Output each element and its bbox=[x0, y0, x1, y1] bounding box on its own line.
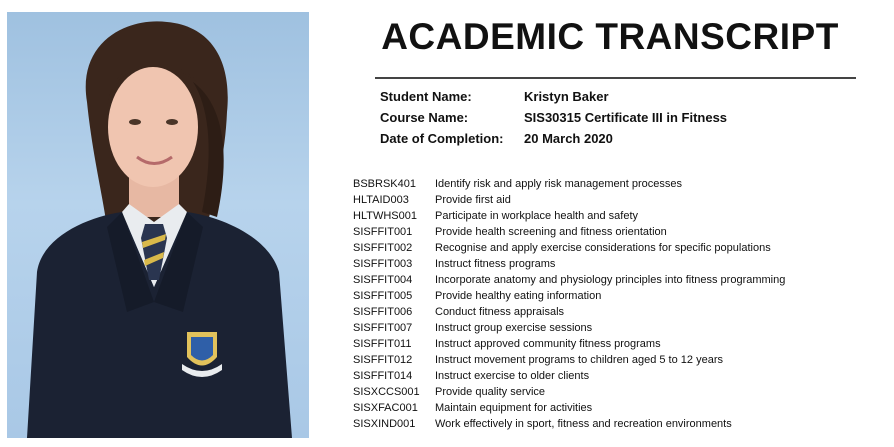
unit-code: SISXCCS001 bbox=[353, 386, 420, 398]
completion-date-value: 20 March 2020 bbox=[524, 131, 613, 146]
student-name-row bbox=[380, 86, 727, 107]
unit-code: SISFFIT011 bbox=[353, 338, 412, 350]
list-item bbox=[353, 320, 785, 336]
student-info bbox=[380, 86, 727, 149]
list-item bbox=[353, 368, 785, 384]
list-item bbox=[353, 304, 785, 320]
unit-title: Instruct fitness programs bbox=[435, 258, 556, 270]
unit-code: SISFFIT012 bbox=[353, 354, 413, 366]
unit-code: BSBRSK401 bbox=[353, 178, 416, 190]
list-item bbox=[353, 352, 785, 368]
unit-code: SISFFIT002 bbox=[353, 242, 413, 254]
list-item bbox=[353, 416, 785, 432]
unit-title: Maintain equipment for activities bbox=[435, 402, 593, 414]
list-item bbox=[353, 272, 785, 288]
unit-code: HLTAID003 bbox=[353, 194, 409, 206]
unit-code: SISFFIT001 bbox=[353, 226, 413, 238]
list-item bbox=[353, 192, 785, 208]
list-item bbox=[353, 208, 785, 224]
list-item bbox=[353, 256, 785, 272]
unit-title: Provide healthy eating information bbox=[435, 290, 602, 302]
unit-code: SISXFAC001 bbox=[353, 402, 418, 414]
unit-title: Conduct fitness appraisals bbox=[435, 306, 565, 318]
completion-date-label: Date of Completion: bbox=[380, 131, 504, 146]
unit-code: SISFFIT007 bbox=[353, 322, 413, 334]
unit-title: Instruct exercise to older clients bbox=[435, 370, 590, 382]
unit-title: Instruct approved community fitness programs bbox=[435, 338, 661, 350]
unit-code: SISFFIT004 bbox=[353, 274, 413, 286]
unit-code: SISFFIT006 bbox=[353, 306, 413, 318]
list-item bbox=[353, 384, 785, 400]
course-name-row bbox=[380, 107, 727, 128]
unit-title: Provide quality service bbox=[435, 386, 546, 398]
unit-title: Work effectively in sport, fitness and recreation environments bbox=[435, 418, 732, 430]
unit-code: SISFFIT003 bbox=[353, 258, 413, 270]
list-item bbox=[353, 224, 785, 240]
list-item bbox=[353, 240, 785, 256]
unit-title: Provide first aid bbox=[435, 194, 511, 206]
list-item bbox=[353, 336, 785, 352]
unit-code: HLTWHS001 bbox=[353, 210, 417, 222]
course-name-value: SIS30315 Certificate III in Fitness bbox=[524, 110, 728, 125]
header-divider bbox=[375, 77, 856, 79]
unit-title: Recognise and apply exercise considerations for specific populations bbox=[435, 242, 771, 254]
unit-title: Instruct group exercise sessions bbox=[435, 322, 593, 334]
unit-title: Identify risk and apply risk management processes bbox=[435, 178, 683, 190]
student-photo bbox=[7, 12, 309, 438]
list-item bbox=[353, 400, 785, 416]
unit-code: SISFFIT014 bbox=[353, 370, 413, 382]
transcript-title: ACADEMIC TRANSCRIPT bbox=[381, 16, 839, 57]
unit-code: SISFFIT005 bbox=[353, 290, 413, 302]
unit-code: SISXIND001 bbox=[353, 418, 416, 430]
unit-title: Instruct movement programs to children aged 5 to 12 years bbox=[435, 354, 723, 366]
completion-date-row bbox=[380, 128, 727, 149]
student-portrait-icon bbox=[7, 12, 309, 438]
list-item bbox=[353, 176, 785, 192]
unit-title: Incorporate anatomy and physiology principles into fitness programming bbox=[435, 274, 786, 286]
unit-title: Participate in workplace health and safety bbox=[435, 210, 639, 222]
units-list bbox=[353, 176, 785, 432]
unit-title: Provide health screening and fitness orientation bbox=[435, 226, 667, 238]
student-name-label: Student Name: bbox=[380, 89, 472, 104]
list-item bbox=[353, 288, 785, 304]
student-name-value: Kristyn Baker bbox=[524, 89, 609, 104]
course-name-label: Course Name: bbox=[380, 110, 469, 125]
